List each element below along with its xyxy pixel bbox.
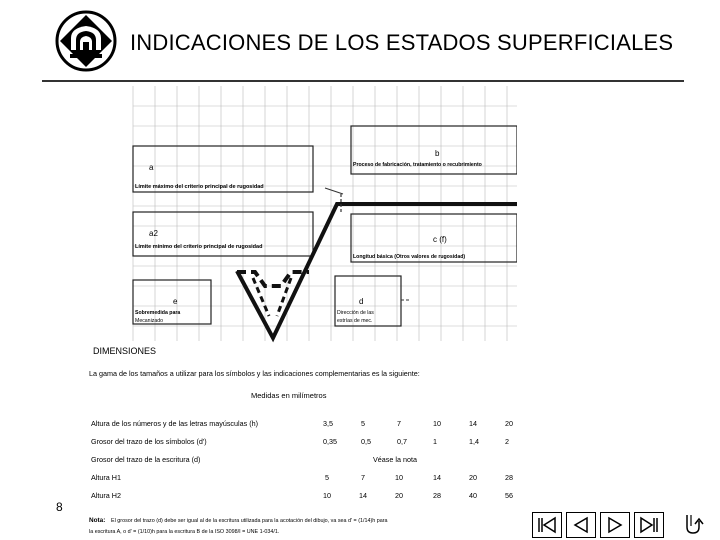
table-cell: 14 xyxy=(359,491,367,500)
table-cell: 10 xyxy=(323,491,331,500)
triangle-right-icon xyxy=(604,516,626,534)
table-cell: 10 xyxy=(433,419,441,428)
first-slide-button[interactable] xyxy=(532,512,562,538)
label-cf: c (f) xyxy=(433,235,447,244)
page-title: INDICACIONES DE LOS ESTADOS SUPERFICIALES xyxy=(130,30,674,55)
table-cell: 56 xyxy=(505,491,513,500)
next-slide-button[interactable] xyxy=(600,512,630,538)
units-label: Medidas en milímetros xyxy=(251,391,327,400)
table-cell: 1 xyxy=(433,437,437,446)
return-button[interactable] xyxy=(680,512,706,536)
table-cell: 7 xyxy=(361,473,365,482)
table-cell: 5 xyxy=(361,419,365,428)
table-cell: 2 xyxy=(505,437,509,446)
text-d1: Dirección de las xyxy=(337,310,374,316)
label-a2: a2 xyxy=(149,229,158,238)
table-cell: 0,5 xyxy=(361,437,371,446)
roughness-symbol xyxy=(237,188,517,338)
previous-slide-button[interactable] xyxy=(566,512,596,538)
table-cell: 0,7 xyxy=(397,437,407,446)
text-c: Longitud básica (Otros valores de rugosidad) xyxy=(353,254,466,260)
note-label: Nota: xyxy=(89,517,106,524)
table-cell: 20 xyxy=(395,491,403,500)
table-cell: 0,35 xyxy=(323,437,337,446)
table-cell: 28 xyxy=(433,491,441,500)
dimensions-intro: La gama de los tamaños a utilizar para los símbolos y las indicaciones complementarias es la siguiente: xyxy=(89,369,420,378)
label-b: b xyxy=(435,149,440,158)
table-cell: 40 xyxy=(469,491,477,500)
dimensions-table xyxy=(91,419,513,500)
table-cell: 20 xyxy=(469,473,477,482)
page-number: 8 xyxy=(56,500,63,514)
university-logo xyxy=(50,10,122,72)
label-a: a xyxy=(149,163,154,172)
text-d2: estrías de mec. xyxy=(337,318,373,324)
skip-first-icon xyxy=(536,516,558,534)
triangle-left-icon xyxy=(570,516,592,534)
label-e: e xyxy=(173,297,178,306)
text-a2: Límite mínimo del criterio principal de rugosidad xyxy=(135,244,263,250)
text-b: Proceso de fabricación, tratamiento o recubrimiento xyxy=(353,162,482,168)
table-cell: 14 xyxy=(433,473,441,482)
note-line-2: la escritura A, o d' = (1/10)h para la escritura B de la ISO 3098/I = UNE 1-034/1. xyxy=(89,529,280,535)
table-note: Véase la nota xyxy=(373,455,417,464)
scanned-page xyxy=(85,86,517,536)
row-label: Altura H2 xyxy=(91,491,121,500)
row-label: Grosor del trazo de los símbolos (d') xyxy=(91,437,207,446)
table-cell: 3,5 xyxy=(323,419,333,428)
row-label: Grosor del trazo de la escritura (d) xyxy=(91,455,201,464)
table-cell: 14 xyxy=(469,419,477,428)
row-label: Altura H1 xyxy=(91,473,121,482)
table-cell: 1,4 xyxy=(469,437,479,446)
table-cell: 5 xyxy=(325,473,329,482)
text-e2: Mecanizado xyxy=(135,318,163,324)
slide-navigation xyxy=(532,512,710,538)
table-cell: 10 xyxy=(395,473,403,482)
return-arrow-icon xyxy=(681,513,705,535)
skip-last-icon xyxy=(638,516,660,534)
label-d: d xyxy=(359,297,364,306)
text-a: Límite máximo del criterio principal de rugosidad xyxy=(135,184,264,190)
text-e1: Sobremedida para xyxy=(135,310,181,316)
row-label: Altura de los números y de las letras mayúsculas (h) xyxy=(91,419,258,428)
dimensions-heading: DIMENSIONES xyxy=(93,346,157,356)
last-slide-button[interactable] xyxy=(634,512,664,538)
table-cell: 20 xyxy=(505,419,513,428)
table-cell: 7 xyxy=(397,419,401,428)
title-divider xyxy=(42,80,684,82)
note-line-1: El grosor del trazo (d) debe ser igual al de la escritura utilizada para la acotación del dibujo, va sea d' = (1/14)h para xyxy=(111,518,388,524)
table-cell: 28 xyxy=(505,473,513,482)
